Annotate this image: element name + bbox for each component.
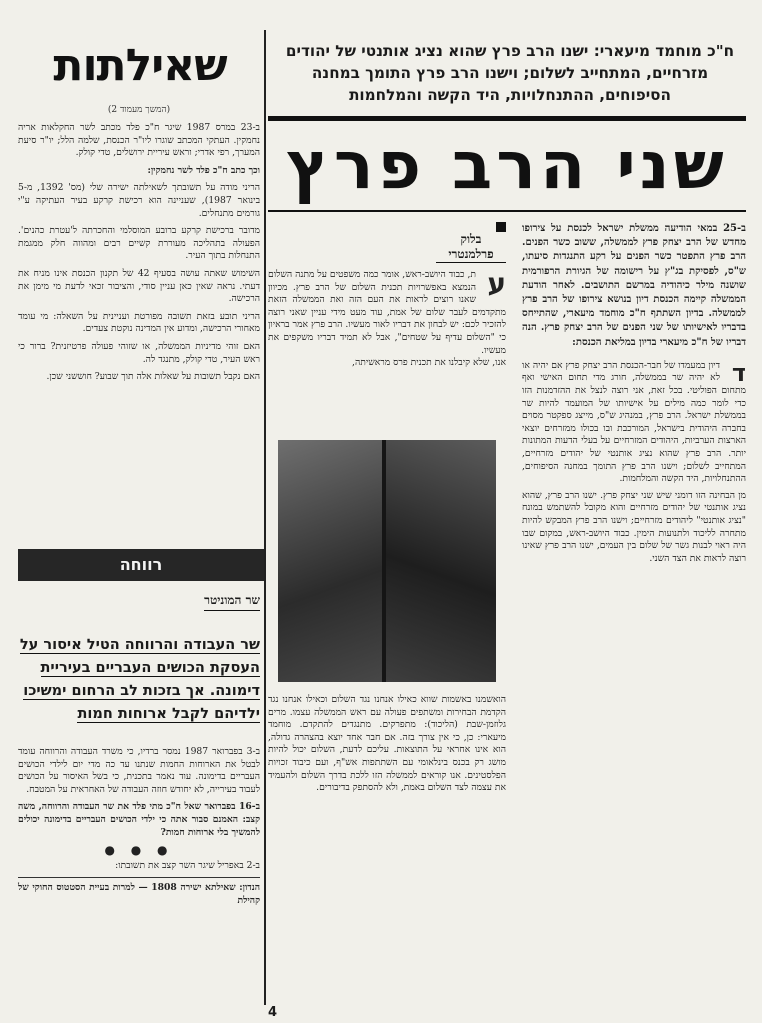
revacha-headline	[18, 634, 260, 726]
page-number: 4	[268, 1005, 278, 1020]
article-intro: ב-25 במאי הודיעה ממשלת ישראל לכנסת על צירופו מחדש של הרב יצחק פרץ לממשלה, ששוב כשר הפנים. הרב פרץ התפטר כשר הפנים על רקע התנגדות סיעתו, ש"ס, לפסיקת בג"ץ על רישומה של הגיורת הרפורמית שושנה מילר כיהודיה במרשם התושבים. לאחר הודעת הממשלה קיימה הכנסת דיון בנושא צירופו של הרב פרץ לממשלה. בדיון השתתף ח"כ מוחמד מיעארי, שהתייחס בדבריו לאישיותו של שני הפנים של הרב יצחק פרץ. הנה דבריו של ח"כ מיעארי בדיון במליאת הכנסת:	[522, 223, 746, 348]
sheilot-subtitle: (המשך מעמוד 2)	[107, 105, 171, 115]
revacha-subtitle: שר המוניטר	[204, 593, 260, 611]
revacha-headline-text: שר העבודה והרווחה הטיל איסור על העסקת הכושים העבריים בעיריית דימונה. אך בזכות לב הרחום ימשיכו ילדיהם לקבל ארוחות חמות	[19, 637, 260, 722]
sheilot-body	[18, 122, 260, 389]
article-paragraph: ת, כבוד היושב-ראש, אומר כמה משפטים על מתנה השלום הנמצא באפשרויות תכנית השלום של הרב פרץ. מכיוון שאנו רוצים לראות את העם הזה ואת הממשלה הזאת מתקדמים לעבר שלום של אמת, עוד מעט מידי עניין שאני רוצה להזכיר לכם: יש לבחון את דבריו לאור מעשיו. הרב פרץ אמר בראיון כי "השלום עדיף על שטחים", אבל לא תמיד דבריו משקפים את מעשיו.	[268, 269, 506, 356]
article-photo	[278, 440, 496, 682]
sheilot-paragraph: האם נקבל תשובות על שאלות אלה תוך שבוע? חוששני שכן.	[46, 371, 260, 383]
divider	[18, 877, 260, 878]
square-bullet-icon	[496, 222, 506, 232]
revacha-paragraph: ב-3 בפברואר 1987 נמסר ברדיו, כי משרד העבודה והרווחה עומד לבטל את הארוחות החמות שנתנו עד כה מדי יום לילדי הכושים העבריים בדימונה. עוד נאמר בתכנית, כי בשל האיסור על הכושים לעבוד בעירייה, לא יחודש חוזה העבודה של האחראית על המטבח.	[18, 746, 261, 795]
section-dots: ● ● ●	[104, 843, 174, 858]
sheilot-paragraph: האם זוהי מדיניות הממשלה, או שזוהי פעולה פרטיזנית? ברור כי ראש העיר, טדי קולק, מתנגד לה.	[18, 340, 260, 365]
revacha-paragraph: ב-2 באפריל שיגר השר קצב את תשובתו:	[115, 859, 260, 871]
article-lead: ח"כ מוחמד מיעארי: ישנו הרב פרץ שהוא נציג אותנטי של יהודים מזרחיים, המתחייב לשלום; וישנו הרב פרץ התומך במחנה הסיפוחים, ההתנחלויות, היד הקשה והמלחמות	[285, 42, 735, 104]
sheilot-title: שאילתות	[53, 40, 227, 91]
article-body-left	[268, 269, 506, 370]
article-paragraph: מן הבחינה הזו דומני שיש שני יצחק פרץ. ישנו הרב פרץ, שהוא נציג אותנטי של יהודים מזרחיים והוא מקובל להשתמש במונח "נציג אותנטי" ליהודים מזרחיים; וישנו הרב פרץ המבקש להיות מתחרה לליכוד ולתנועות הימין. כבוד היושב-ראש, במקום שבו היה ראוי לבנות גשר של שלום בין העמים, ישנו הרב פרץ שאינו רוצה לראות את הצד השני.	[522, 489, 746, 564]
sheilot-paragraph: וכך כתב ח"כ פלד לשר נחמקין:	[147, 164, 260, 176]
sheilot-column	[18, 30, 260, 1005]
sheilot-paragraph: הריני מודה על תשובתך לשאילתה ישירה שלי (מס' 1392, מ-5 בינואר 1987), שעניינה הוא רכישת קרקע בעיר העתיקה ע"י גורמים מתנחלים.	[18, 182, 261, 219]
sheilot-paragraph: השימוש שאתה עושה בסעיף 42 של תקנון הכנסת אינו מניח את דעתי. נראה שאין כאן עניין סודי, והציבור זכאי לדעת מי מימן את הרכישה.	[18, 267, 260, 305]
article-title: שני הרב פרץ	[286, 127, 728, 204]
revacha-body	[18, 746, 260, 913]
blok-name: פרלמנטרי	[436, 247, 506, 263]
article-body-right	[522, 360, 746, 566]
sheilot-paragraph: ב-23 במרס 1987 שיגר ח"כ פלד מכתב לשר החקלאות אריה נחמקין. העתקי המכתב שוגרו ליו"ר הכנסת, שלמה הלל; יו"ר סיעת המערך, רפי אדרי; וראש עיריית ירושלים, טדי קולק.	[18, 122, 260, 159]
article-paragraph: הואשמנו באשמות שווא כאילו אנחנו נגד השלום וכאילו אנחנו נגד הקדמת הבחירות ומשתפים פעולה עם ראש הממשלה עצמו. מרים גלוזמן-שבת (הליכוד): מתפרקים. מתנגדים להתקדם. מוחמד מיעארי: כן, כי אין צורך בזה. אם חבר אחד יוצא בהצהרה גדולה, הוא אינו אחראי על התוצאות. עליכם לדעת, השלום יכול להיות מושג רק בכנס בינלאומי עם השתתפות אש"ף, ועם כיבוד זכויות הפלסטינים. אנו קוראים לממשלה הזו ללכת בדרך השלום ולהעמיד את עצמה לצד השלום באמת, ולא להסתפק בדיבורים.	[268, 694, 506, 794]
title-band	[268, 116, 746, 212]
sheilot-paragraph: מדובר ברכישת קרקע ברובע המוסלמי והחכרתה ל'עטרת כהנים'. הפעולה בתהליכה מעוררת קשיים רבים ומהווה חלק ממגמת התנחלות בתוך העיר.	[18, 225, 260, 262]
blok-row	[268, 222, 506, 263]
article-area	[268, 30, 746, 1020]
photo-rabbi-left	[278, 440, 382, 682]
sheilot-paragraph: הריני תובע בזאת תשובה מפורטת ועניינית על השאלה: מי עומד מאחורי הרכישה, ומדוע אין המדינה נוקטת צעדים.	[18, 310, 260, 335]
article-column-left	[268, 222, 506, 370]
article-column-right	[522, 222, 746, 569]
blok-title: בלוק	[460, 232, 482, 246]
article-paragraph: דיון במעמדו של חבר-הכנסת הרב יצחק פרץ אם יהיה או לא יהיה שר בממשלה, חורג מדי תחום האישי ואף מתחום הפוליטי. בכל זאת, אני רוצה לנצל את ההזדמנות הזו כדי לומר כמה מילים על אישיותו של המועמד להיות שר בממשלת ישראל. הרב פרץ, במנהיג ש"ס, מייצג ספקטר מסוים בחברה היהודית בישראל, המורכבת ובו בכולו ממזרחים יוצאי הארצות הערביות, היהודים המזרחיים על בעלי הדעות המתונות יותר. הרב פרץ שהוא נציג אותנטי של יהודים מזרחיים, המתחייב לשלום; וישנו הרב פרץ התומך במחנה הסיפוחים, ההתנחלויות, היד הקשה והמלחמות.	[522, 359, 746, 485]
column-divider	[264, 30, 266, 1005]
photo-rabbi-right	[386, 440, 496, 682]
revacha-paragraph: ב-16 בפברואר שאל ח"כ מתי פלד את שר העבודה והרווחה, משה קצב: האמנם סבור אתה כי ילדי הכושים העבריים בדימונה יכולים להמשיך בלי ארוחות חמות?	[18, 801, 260, 838]
blok-label	[436, 222, 506, 263]
revacha-band: רווחה	[18, 549, 264, 581]
drop-cap: ד	[731, 358, 746, 387]
drop-cap: ע	[487, 267, 506, 300]
article-continuation	[268, 694, 506, 799]
revacha-paragraph: הנדון: שאילתא ישירה 1808 — למרות בעיית הסטטוס החוקי של קהילת	[18, 882, 260, 906]
article-paragraph: אנו, שלא קיבלנו את תכנית פרס מראשיתה,	[352, 357, 506, 369]
